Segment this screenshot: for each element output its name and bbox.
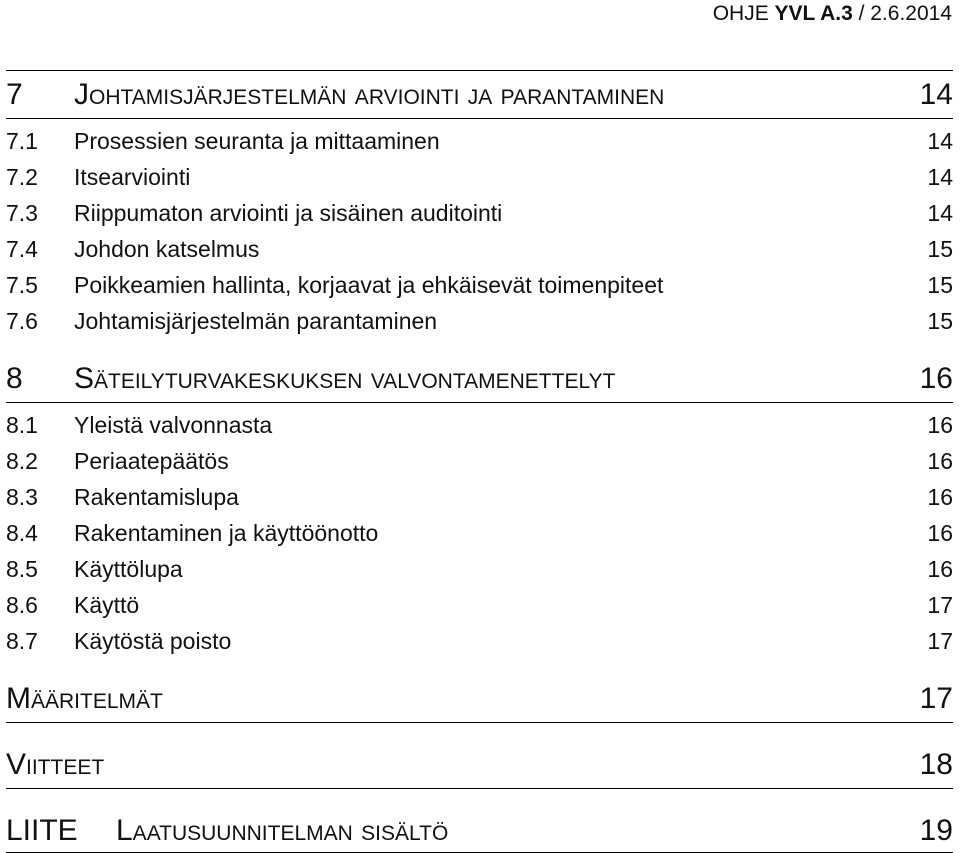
entry-page: 17 xyxy=(927,628,953,654)
toc-entry[interactable] xyxy=(6,556,953,583)
entry-title: Käyttölupa xyxy=(74,556,183,582)
entry-number: 8.5 xyxy=(6,556,38,582)
toc-entry[interactable] xyxy=(6,236,953,263)
entry-title: Periaatepäätös xyxy=(74,448,229,474)
chapter-number: 8 xyxy=(6,362,23,395)
entry-page: 14 xyxy=(927,128,953,154)
entry-title: Käyttö xyxy=(74,592,140,618)
entry-number: 7.2 xyxy=(6,164,38,190)
section-title: Laatusuunnitelman sisältö xyxy=(116,814,449,847)
entry-title: Johdon katselmus xyxy=(74,236,260,262)
chapter-number: 7 xyxy=(6,78,23,111)
entry-number: 7.6 xyxy=(6,308,38,334)
toc-section-definitions[interactable] xyxy=(6,682,953,716)
entry-page: 15 xyxy=(927,236,953,262)
entry-title: Prosessien seuranta ja mittaaminen xyxy=(74,128,440,154)
toc-entry[interactable] xyxy=(6,520,953,547)
entry-title: Käytöstä poisto xyxy=(74,628,232,654)
entry-title: Yleistä valvonnasta xyxy=(74,412,273,438)
entry-page: 16 xyxy=(927,448,953,474)
header-prefix: OHJE xyxy=(712,2,775,25)
toc-entry[interactable] xyxy=(6,484,953,511)
entry-page: 16 xyxy=(927,412,953,438)
entry-number: 7.4 xyxy=(6,236,38,262)
entry-page: 16 xyxy=(927,556,953,582)
toc-section-references[interactable] xyxy=(6,748,953,782)
section-page: 19 xyxy=(919,814,953,847)
entry-page: 16 xyxy=(927,520,953,546)
header-date: / 2.6.2014 xyxy=(852,2,952,25)
entry-number: 8.2 xyxy=(6,448,38,474)
toc-entry[interactable] xyxy=(6,448,953,475)
chapter-page: 14 xyxy=(919,78,953,111)
toc-entry[interactable] xyxy=(6,308,953,335)
toc-entry[interactable] xyxy=(6,128,953,155)
toc-chapter[interactable] xyxy=(6,362,953,396)
toc-chapter[interactable] xyxy=(6,78,953,112)
header-code: YVL A.3 xyxy=(774,2,853,25)
toc-entry[interactable] xyxy=(6,272,953,299)
divider xyxy=(6,722,953,723)
entry-title: Rakentamislupa xyxy=(74,484,239,510)
entry-title: Rakentaminen ja käyttöönotto xyxy=(74,520,379,546)
chapter-page: 16 xyxy=(919,362,953,395)
toc-entry[interactable] xyxy=(6,412,953,439)
entry-page: 14 xyxy=(927,200,953,226)
entry-page: 15 xyxy=(927,272,953,298)
entry-page: 16 xyxy=(927,484,953,510)
toc-section-appendix[interactable] xyxy=(6,814,953,848)
section-title: Viitteet xyxy=(6,748,105,781)
entry-page: 15 xyxy=(927,308,953,334)
divider xyxy=(6,788,953,789)
toc-entry[interactable] xyxy=(6,628,953,655)
entry-number: 8.4 xyxy=(6,520,38,546)
entry-number: 8.6 xyxy=(6,592,38,618)
section-page: 18 xyxy=(919,748,953,781)
entry-number: 7.5 xyxy=(6,272,38,298)
toc-entry[interactable] xyxy=(6,200,953,227)
toc-entry[interactable] xyxy=(6,592,953,619)
section-number: LIITE xyxy=(6,814,78,847)
toc-entry[interactable] xyxy=(6,164,953,191)
entry-number: 8.3 xyxy=(6,484,38,510)
entry-title: Poikkeamien hallinta, korjaavat ja ehkäisevät toimenpiteet xyxy=(74,272,664,298)
chapter-title: Johtamisjärjestelmän arviointi ja parantaminen xyxy=(74,78,665,111)
entry-title: Johtamisjärjestelmän parantaminen xyxy=(74,308,438,334)
divider xyxy=(6,118,953,119)
entry-number: 8.7 xyxy=(6,628,38,654)
entry-number: 7.3 xyxy=(6,200,38,226)
entry-title: Itsearviointi xyxy=(74,164,191,190)
divider xyxy=(6,402,953,403)
divider xyxy=(6,70,953,71)
running-header xyxy=(713,2,952,26)
section-title: Määritelmät xyxy=(6,682,163,715)
entry-number: 8.1 xyxy=(6,412,38,438)
entry-title: Riippumaton arviointi ja sisäinen auditointi xyxy=(74,200,503,226)
entry-page: 17 xyxy=(927,592,953,618)
entry-page: 14 xyxy=(927,164,953,190)
chapter-title: Säteilyturvakeskuksen valvontamenettelyt xyxy=(74,362,616,395)
section-page: 17 xyxy=(919,682,953,715)
entry-number: 7.1 xyxy=(6,128,38,154)
